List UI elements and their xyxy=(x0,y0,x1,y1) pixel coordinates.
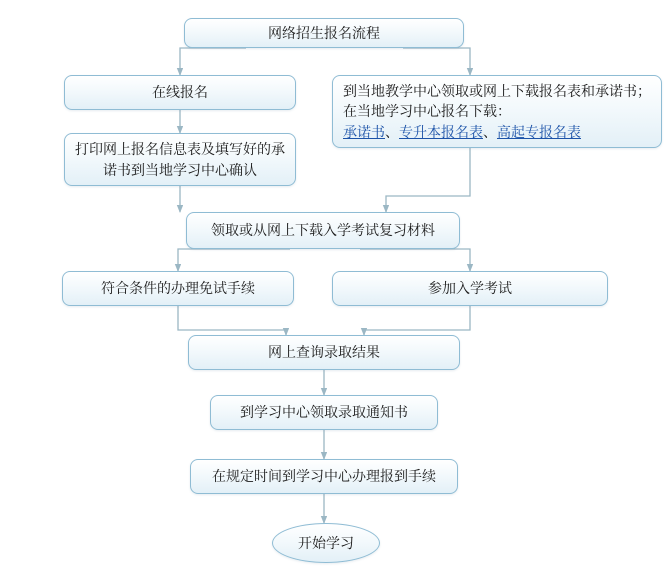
node-exemption xyxy=(62,271,294,306)
node-print-form xyxy=(64,133,296,186)
node-get-notice xyxy=(210,395,438,430)
node-query-result xyxy=(188,335,460,370)
node-title xyxy=(184,18,464,48)
node-register-onsite-label: 在规定时间到学习中心办理报到手续 xyxy=(212,468,436,485)
node-online-apply xyxy=(64,75,296,110)
node-center-collect-links xyxy=(343,122,651,142)
node-online-apply-label: 在线报名 xyxy=(152,84,208,101)
link-upgrade-form[interactable]: 专升本报名表 xyxy=(399,123,483,140)
node-register-onsite xyxy=(190,459,458,494)
node-take-exam xyxy=(332,271,608,306)
node-start-study xyxy=(272,523,380,563)
node-center-collect-line1: 到当地教学中心领取或网上下载报名表和承诺书； xyxy=(343,83,651,100)
node-center-collect-line2: 在当地学习中心报名下载： xyxy=(343,103,511,120)
link-commitment-letter[interactable]: 承诺书 xyxy=(343,123,385,140)
link-junior-college-form[interactable]: 高起专报名表 xyxy=(497,123,581,140)
node-center-collect xyxy=(332,75,662,148)
node-print-form-label: 打印网上报名信息表及填写好的承诺书到当地学习中心确认 xyxy=(75,141,285,178)
node-exemption-label: 符合条件的办理免试手续 xyxy=(101,280,255,297)
node-start-study-label: 开始学习 xyxy=(298,534,354,551)
node-take-exam-label: 参加入学考试 xyxy=(428,280,512,297)
node-get-notice-label: 到学习中心领取录取通知书 xyxy=(240,404,408,421)
link-sep-2: 、 xyxy=(483,123,497,140)
link-sep-1: 、 xyxy=(385,123,399,140)
node-review-material xyxy=(186,212,460,249)
node-query-result-label: 网上查询录取结果 xyxy=(268,344,380,361)
node-title-label: 网络招生报名流程 xyxy=(268,24,380,41)
node-review-material-label: 领取或从网上下载入学考试复习材料 xyxy=(211,222,435,239)
